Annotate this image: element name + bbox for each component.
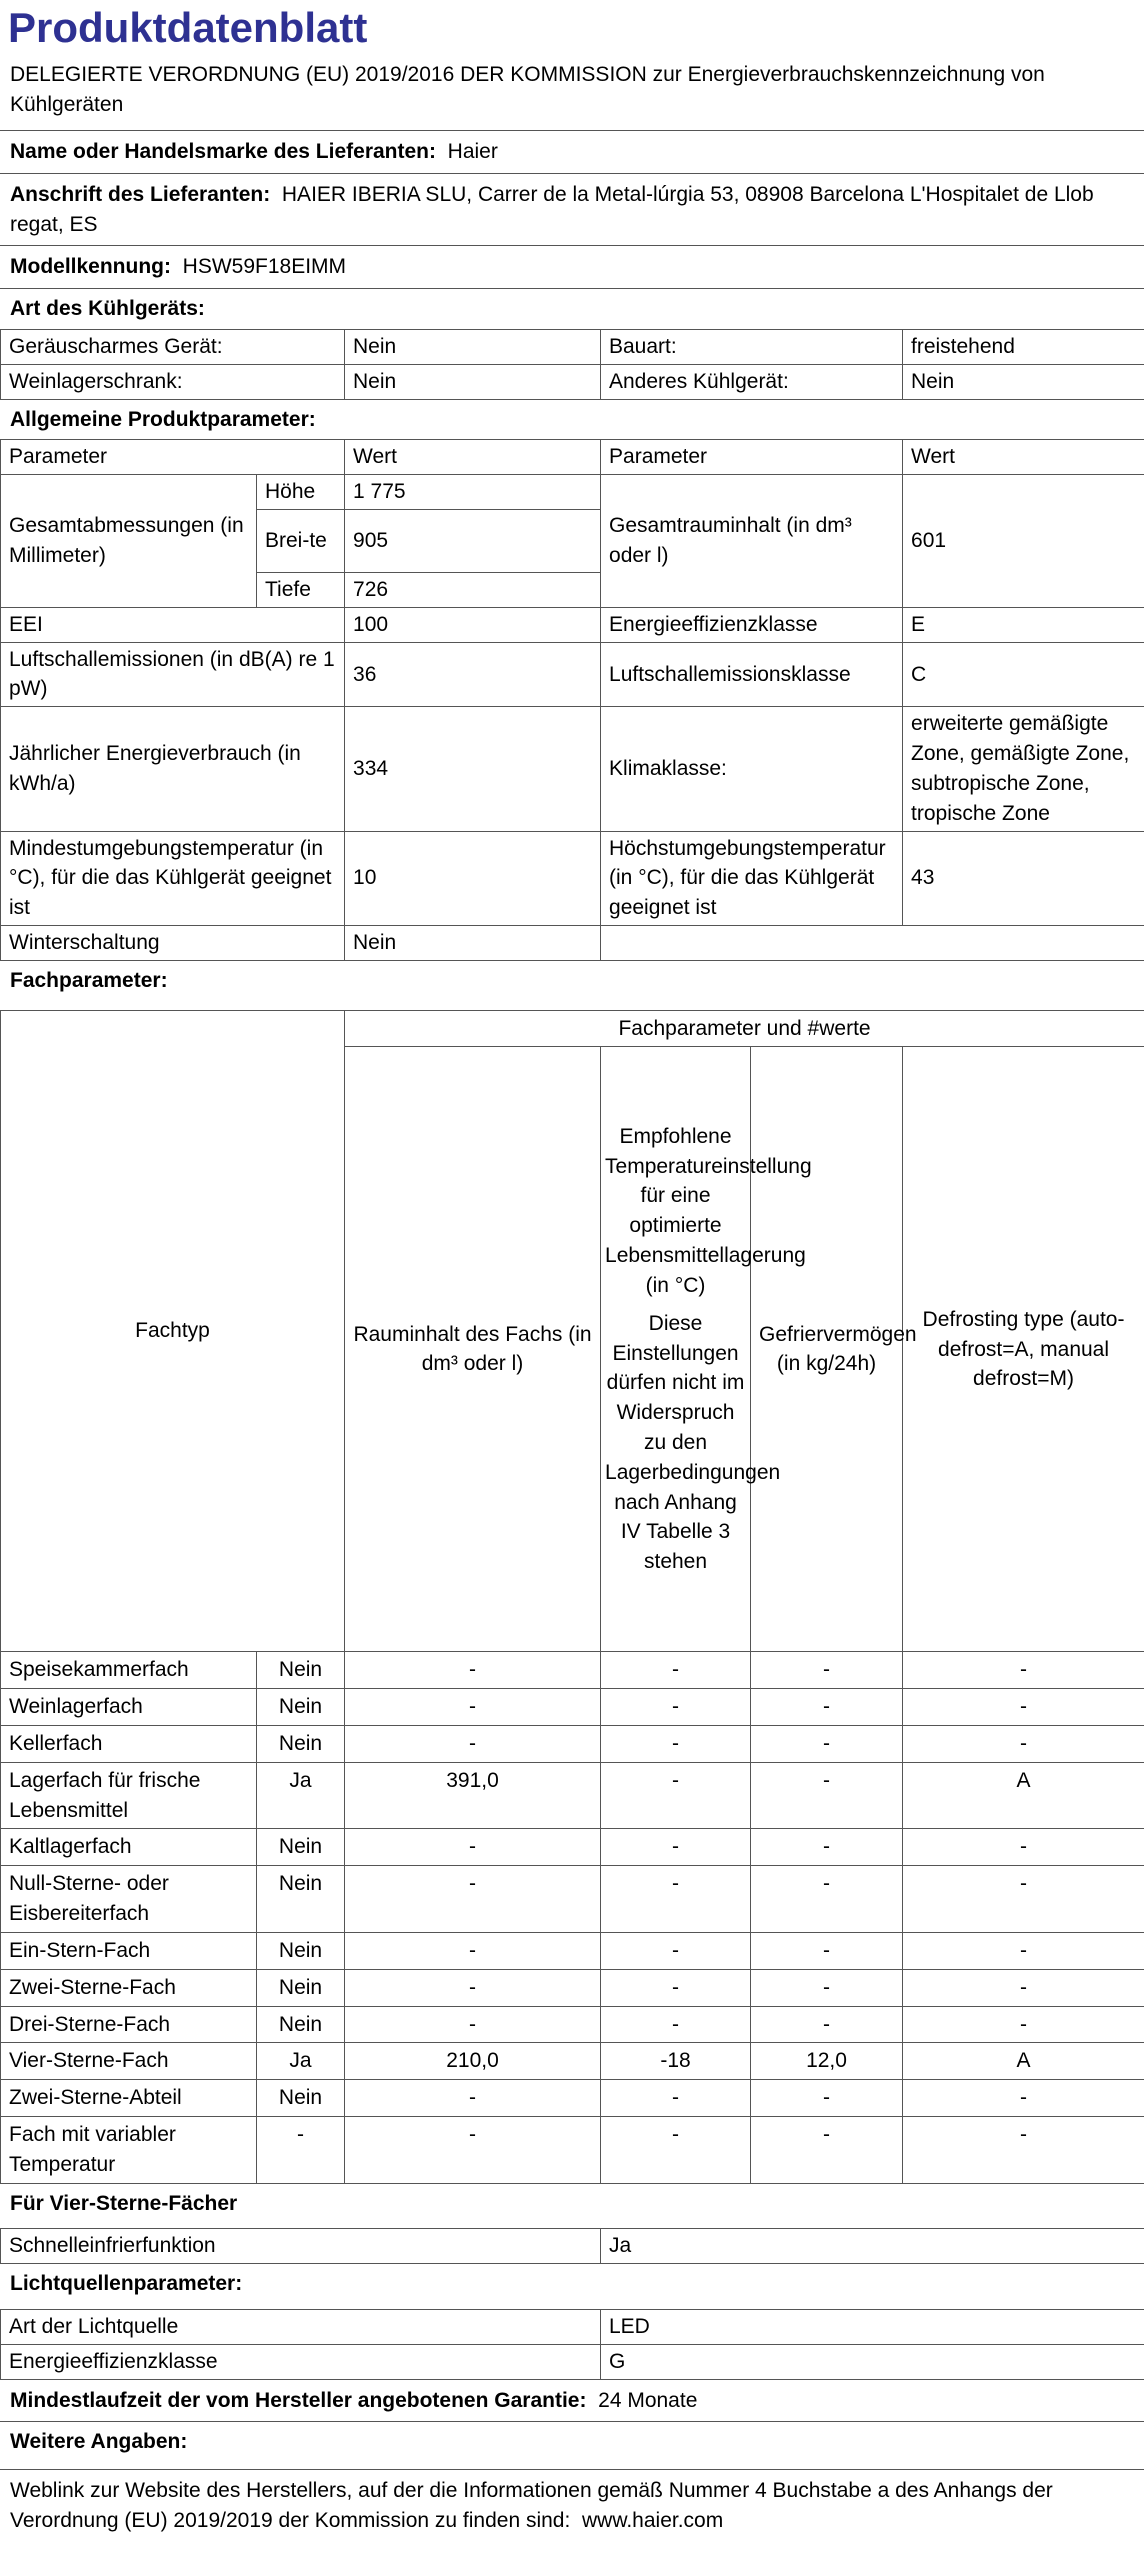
compartment-name: Zwei-Sterne-Fach — [1, 1969, 257, 2006]
eei-value: 100 — [345, 607, 601, 642]
compartment-freeze: - — [751, 1969, 903, 2006]
quick-freeze-value: Ja — [601, 2229, 1144, 2264]
compartment-defrost: - — [903, 1652, 1144, 1689]
winter-value: Nein — [345, 925, 601, 960]
light-table — [0, 2309, 1144, 2380]
model-value: HSW59F18EIMM — [182, 255, 347, 279]
fach-body — [1, 1652, 1144, 2183]
light-type-value: LED — [601, 2310, 1144, 2345]
compartment-freeze: - — [751, 2116, 903, 2183]
table-row — [1, 329, 1144, 364]
compartment-name: Zwei-Sterne-Abteil — [1, 2080, 257, 2117]
table-row — [1, 1652, 1144, 1689]
compartment-name: Drei-Sterne-Fach — [1, 2006, 257, 2043]
page-title: Produktdatenblatt — [8, 4, 368, 51]
table-row — [1, 1829, 1144, 1866]
compartment-volume: - — [345, 1652, 601, 1689]
supplier-label: Name oder Handelsmarke des Lieferanten: — [10, 139, 436, 163]
compartment-name: Kellerfach — [1, 1726, 257, 1763]
compartment-defrost: - — [903, 1689, 1144, 1726]
regulation-text: DELEGIERTE VERORDNUNG (EU) 2019/2016 DER KOMMISSION zur Energieverbrauchskennzeichnung von Kühlgeräten — [10, 63, 1045, 117]
compartment-freeze: - — [751, 1866, 903, 1933]
climate-value: erweiterte gemäßigte Zone, gemäßigte Zone, subtropische Zone, tropische Zone — [903, 707, 1144, 831]
volume-label: Gesamtrauminhalt (in dm³ oder l) — [601, 475, 903, 608]
depth-value: 726 — [345, 573, 601, 608]
compartment-defrost: - — [903, 2116, 1144, 2183]
type-label: Bauart: — [601, 329, 903, 364]
light-class-value: G — [601, 2344, 1144, 2379]
max-temp-label: Höchstumgebungstemperatur (in °C), für die das Kühlgerät geeignet ist — [601, 831, 903, 925]
energy-class-label: Energieeffizienzklasse — [601, 607, 903, 642]
light-heading: Lichtquellenparameter: — [10, 2272, 243, 2296]
compartment-temp: - — [601, 1866, 751, 1933]
col-header-volume: Rauminhalt des Fachs (in dm³ oder l) — [345, 1047, 601, 1652]
temp-header-line-1: Empfohlene Temperatureinstellung für eine optimierte Lebensmittellagerung (in °C) — [605, 1124, 812, 1297]
min-temp-label: Mindestumgebungstemperatur (in °C), für die das Kühlgerät geeignet ist — [1, 831, 345, 925]
table-row — [1, 2229, 1144, 2264]
min-temp-value: 10 — [345, 831, 601, 925]
four-star-heading: Für Vier-Sterne-Fächer — [10, 2191, 238, 2215]
compartment-temp: - — [601, 1932, 751, 1969]
col-header-fachtyp: Fachtyp — [1, 1010, 345, 1652]
empty-cell — [601, 925, 1144, 960]
table-row — [1, 2080, 1144, 2117]
compartment-freeze: - — [751, 2006, 903, 2043]
type-value: Nein — [903, 364, 1144, 399]
energy-consumption-label: Jährlicher Energieverbrauch (in kWh/a) — [1, 707, 345, 831]
compartment-name: Weinlagerfach — [1, 1689, 257, 1726]
table-row — [1, 607, 1144, 642]
compartment-temp: - — [601, 1726, 751, 1763]
type-value: Nein — [345, 364, 601, 399]
compartment-volume: - — [345, 2116, 601, 2183]
table-header-row — [1, 1010, 1144, 1047]
table-row — [1, 475, 1144, 510]
compartment-volume: 391,0 — [345, 1762, 601, 1829]
climate-label: Klimaklasse: — [601, 707, 903, 831]
compartment-defrost: - — [903, 1969, 1144, 2006]
temp-header-line-2: Diese Einstellungen dürfen nicht im Widerspruch zu den Lagerbedingungen nach Anhang IV Tabelle 3 stehen — [605, 1311, 781, 1574]
quick-freeze-label: Schnelleinfrierfunktion — [1, 2229, 601, 2264]
compartment-freeze: - — [751, 1726, 903, 1763]
compartment-temp: -18 — [601, 2043, 751, 2080]
table-row — [1, 831, 1144, 925]
col-header-defrost: Defrosting type (auto-defrost=A, manual defrost=M) — [903, 1047, 1144, 1652]
compartment-defrost: - — [903, 2080, 1144, 2117]
width-value: 905 — [345, 510, 601, 573]
address-value: HAIER IBERIA SLU, Carrer de la Metal-lúrgia 53, 08908 Barcelona L'Hospitalet de Llob regat, ES — [10, 182, 1094, 236]
compartment-name: Kaltlagerfach — [1, 1829, 257, 1866]
four-star-table — [0, 2228, 1144, 2264]
address-label: Anschrift des Lieferanten: — [10, 182, 271, 206]
type-label: Weinlagerschrank: — [1, 364, 345, 399]
compartment-defrost: - — [903, 1932, 1144, 1969]
table-row — [1, 1762, 1144, 1829]
compartment-present: Ja — [257, 2043, 345, 2080]
compartment-temp: - — [601, 1652, 751, 1689]
type-section-heading: Art des Kühlgeräts: — [0, 288, 1144, 329]
compartment-present: Nein — [257, 1866, 345, 1933]
further-heading: Weitere Angaben: — [0, 2421, 1144, 2469]
compartment-volume: - — [345, 1829, 601, 1866]
compartment-name: Ein-Stern-Fach — [1, 1932, 257, 1969]
compartment-defrost: - — [903, 1866, 1144, 1933]
compartment-freeze: - — [751, 2080, 903, 2117]
compartment-temp: - — [601, 1689, 751, 1726]
compartment-temp: - — [601, 1762, 751, 1829]
compartment-volume: - — [345, 1866, 601, 1933]
col-header: Parameter — [1, 440, 345, 475]
compartment-defrost: A — [903, 2043, 1144, 2080]
depth-label: Tiefe — [257, 573, 345, 608]
further-text-row — [0, 2469, 1144, 2542]
light-class-label: Energieeffizienzklasse — [1, 2344, 601, 2379]
compartment-volume: - — [345, 2080, 601, 2117]
col-header-temp — [601, 1047, 812, 1652]
compartment-present: Nein — [257, 1932, 345, 1969]
table-row — [1, 1932, 1144, 1969]
compartment-present: Nein — [257, 2006, 345, 2043]
warranty-label: Mindestlaufzeit der vom Hersteller angebotenen Garantie: — [10, 2388, 587, 2412]
compartment-present: Nein — [257, 2080, 345, 2117]
compartment-volume: - — [345, 1689, 601, 1726]
compartment-freeze: - — [751, 1829, 903, 1866]
manufacturer-link[interactable]: www.haier.com — [582, 2509, 724, 2533]
compartment-present: Ja — [257, 1762, 345, 1829]
compartment-volume: - — [345, 2006, 601, 2043]
compartment-present: Nein — [257, 1689, 345, 1726]
energy-consumption-value: 334 — [345, 707, 601, 831]
warranty-value: 24 Monate — [598, 2388, 698, 2412]
col-header: Wert — [903, 440, 1144, 475]
type-table — [0, 329, 1144, 400]
supplier-row — [0, 130, 1144, 173]
compartment-freeze: - — [751, 1652, 903, 1689]
eei-label: EEI — [1, 607, 345, 642]
table-row — [1, 2116, 1144, 2183]
type-label: Anderes Kühlgerät: — [601, 364, 903, 399]
compartment-defrost: A — [903, 1762, 1144, 1829]
compartment-temp: - — [601, 1829, 751, 1866]
compartment-temp: - — [601, 2080, 751, 2117]
table-row — [1, 364, 1144, 399]
winter-label: Winterschaltung — [1, 925, 345, 960]
type-value: freistehend — [903, 329, 1144, 364]
compartment-name: Speisekammerfach — [1, 1652, 257, 1689]
dimensions-label: Gesamtabmessungen (in Millimeter) — [1, 475, 257, 608]
compartment-temp: - — [601, 1969, 751, 2006]
compartment-present: - — [257, 2116, 345, 2183]
table-row — [1, 2344, 1144, 2379]
general-section-heading: Allgemeine Produktparameter: — [10, 407, 316, 431]
compartment-name: Fach mit variabler Temperatur — [1, 2116, 257, 2183]
compartment-present: Nein — [257, 1829, 345, 1866]
compartment-freeze: - — [751, 1762, 903, 1829]
table-row — [1, 1726, 1144, 1763]
table-row — [1, 2043, 1144, 2080]
table-row — [1, 2310, 1144, 2345]
noise-class-value: C — [903, 642, 1144, 707]
general-table — [0, 439, 1144, 960]
further-text: Weblink zur Website des Herstellers, auf der die Informationen gemäß Nummer 4 Buchstabe a des Anhangs der Verordnung (EU) 2019/2019 der Kommission zu finden sind: — [10, 2479, 1053, 2533]
table-row — [1, 707, 1144, 831]
address-row — [0, 173, 1144, 246]
col-header: Parameter — [601, 440, 903, 475]
height-label: Höhe — [257, 475, 345, 510]
noise-value: 36 — [345, 642, 601, 707]
type-label: Geräuscharmes Gerät: — [1, 329, 345, 364]
compartment-volume: - — [345, 1932, 601, 1969]
compartment-name: Vier-Sterne-Fach — [1, 2043, 257, 2080]
warranty-row — [0, 2380, 1144, 2422]
compartment-name: Lagerfach für frische Lebensmittel — [1, 1762, 257, 1829]
fach-section-heading: Fachparameter: — [10, 968, 168, 992]
compartment-freeze: - — [751, 1689, 903, 1726]
compartment-present: Nein — [257, 1652, 345, 1689]
compartment-defrost: - — [903, 2006, 1144, 2043]
compartment-volume: - — [345, 1969, 601, 2006]
compartment-freeze: 12,0 — [751, 2043, 903, 2080]
compartment-volume: 210,0 — [345, 2043, 601, 2080]
table-row — [1, 1866, 1144, 1933]
table-row — [1, 1969, 1144, 2006]
noise-label: Luftschallemissionen (in dB(A) re 1 pW) — [1, 642, 345, 707]
fach-table — [0, 1010, 1144, 2184]
light-type-label: Art der Lichtquelle — [1, 2310, 601, 2345]
table-header-row — [1, 440, 1144, 475]
compartment-name: Null-Sterne- oder Eisbereiterfach — [1, 1866, 257, 1933]
compartment-defrost: - — [903, 1726, 1144, 1763]
table-row — [1, 925, 1144, 960]
col-header-freeze: Gefriervermögen (in kg/24h) — [751, 1047, 903, 1652]
compartment-freeze: - — [751, 1932, 903, 1969]
model-label: Modellkennung: — [10, 255, 171, 279]
width-label: Brei-te — [257, 510, 345, 573]
type-value: Nein — [345, 329, 601, 364]
table-row — [1, 1689, 1144, 1726]
compartment-volume: - — [345, 1726, 601, 1763]
compartment-defrost: - — [903, 1829, 1144, 1866]
height-value: 1 775 — [345, 475, 601, 510]
volume-value: 601 — [903, 475, 1144, 608]
energy-class-value: E — [903, 607, 1144, 642]
col-group-header: Fachparameter und #werte — [345, 1010, 1144, 1047]
compartment-present: Nein — [257, 1726, 345, 1763]
supplier-value: Haier — [447, 139, 498, 163]
max-temp-value: 43 — [903, 831, 1144, 925]
compartment-temp: - — [601, 2116, 751, 2183]
compartment-present: Nein — [257, 1969, 345, 2006]
col-header: Wert — [345, 440, 601, 475]
compartment-temp: - — [601, 2006, 751, 2043]
table-row — [1, 642, 1144, 707]
model-row — [0, 245, 1144, 288]
noise-class-label: Luftschallemissionsklasse — [601, 642, 903, 707]
table-row — [1, 2006, 1144, 2043]
